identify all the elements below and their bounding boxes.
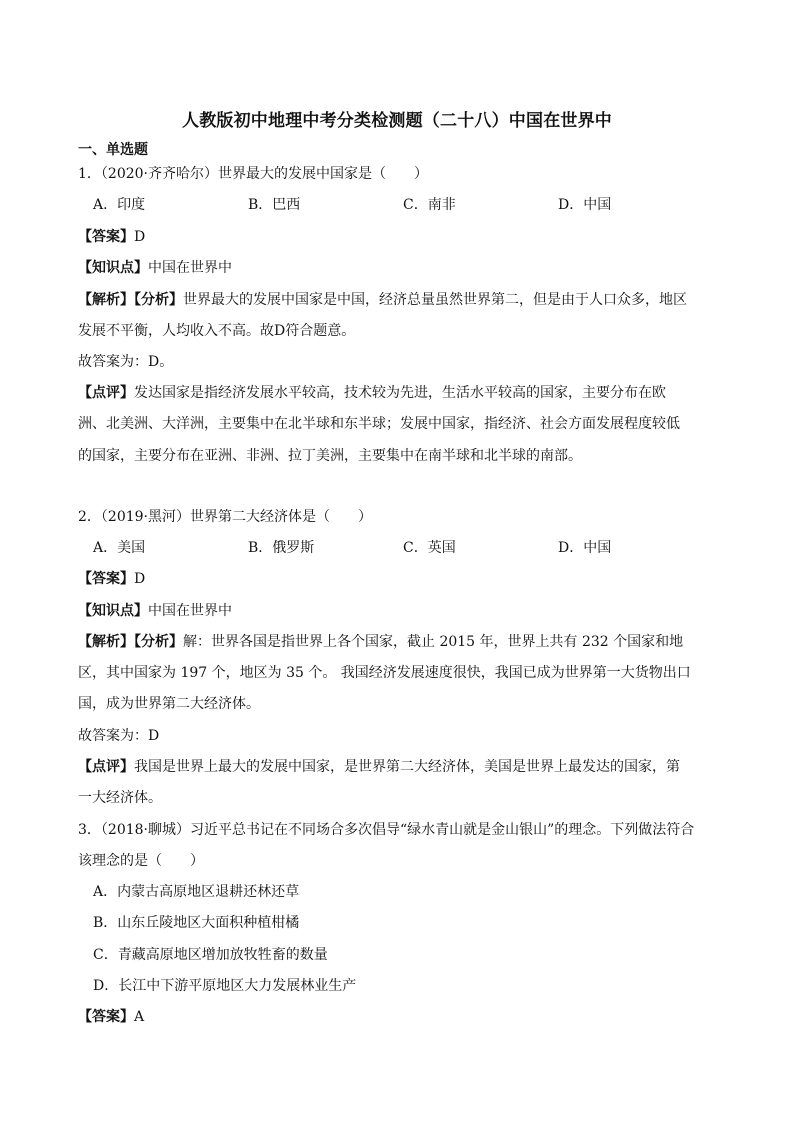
section-heading: 一、单选题: [78, 142, 148, 158]
q1-options: [0, 196, 794, 214]
q2-comment-line-1: [78, 758, 718, 776]
q1-analysis-line-1: [78, 291, 718, 309]
q2-final-answer: 故答案为：D: [78, 728, 160, 744]
q3-option-a: A．内蒙古高原地区退耕还林还草: [93, 884, 300, 900]
answer-value: D: [134, 229, 146, 245]
q3-answer: [78, 1008, 718, 1026]
q2-option-b: B．俄罗斯: [248, 540, 315, 556]
knowledge-value: 中国在世界中: [148, 603, 232, 619]
knowledge-value: 中国在世界中: [148, 260, 232, 276]
answer-value: D: [134, 571, 146, 587]
analysis-tag: 【解析】【分析】: [78, 292, 183, 308]
q2-analysis-line-1: [78, 633, 718, 651]
q1-answer: [78, 228, 718, 246]
comment-tag: 【点评】: [78, 759, 134, 775]
q1-knowledge: [78, 259, 718, 277]
comment-tag: 【点评】: [78, 385, 134, 401]
q1-option-b: B．巴西: [248, 197, 301, 213]
q2-knowledge: [78, 602, 718, 620]
q1-final-answer: 故答案为：D。: [78, 354, 174, 370]
q2-comment-line-2: 一大经济体。: [78, 790, 162, 806]
q3-option-c: C．青藏高原地区增加放牧牲畜的数量: [93, 947, 328, 963]
answer-tag: 【答案】: [78, 571, 134, 587]
q1-comment-line-1: [78, 384, 718, 402]
q2-option-d: D．中国: [558, 540, 612, 556]
q2-options: [0, 539, 794, 557]
q1-comment-line-3: 的国家，主要分布在亚洲、非洲、拉丁美洲，主要集中在南半球和北半球的南部。: [78, 448, 582, 464]
answer-tag: 【答案】: [78, 1009, 134, 1025]
document-title: 人教版初中地理中考分类检测题（二十八）中国在世界中: [182, 111, 612, 131]
q1-option-a: A．印度: [93, 197, 146, 213]
comment-text: 我国是世界上最大的发展中国家，是世界第二大经济体，美国是世界上最发达的国家，第: [134, 759, 680, 775]
q3-stem-line-2: 该理念的是（ ）: [78, 853, 204, 869]
q1-analysis-line-2: 发展不平衡，人均收入不高。故D符合题意。: [78, 323, 356, 339]
q2-stem: 2．（2019·黑河）世界第二大经济体是（ ）: [78, 509, 372, 525]
analysis-tag: 【解析】【分析】: [78, 634, 183, 650]
q2-analysis-line-3: 国，成为世界第二大经济体。: [78, 696, 260, 712]
knowledge-tag: 【知识点】: [78, 603, 148, 619]
q2-option-a: A．美国: [93, 540, 146, 556]
q1-comment-line-2: 洲、北美洲、大洋洲，主要集中在北半球和东半球；发展中国家，指经济、社会方面发展程度较低: [78, 416, 680, 432]
q2-analysis-line-2: 区，其中国家为 197 个，地区为 35 个。 我国经济发展速度很快，我国已成为世界第一大货物出口: [78, 665, 691, 681]
analysis-text: 解：世界各国是指世界上各个国家，截止 2015 年，世界上共有 232 个国家和地: [183, 634, 684, 650]
analysis-text: 世界最大的发展中国家是中国，经济总量虽然世界第二，但是由于人口众多，地区: [183, 292, 687, 308]
q2-answer: [78, 570, 718, 588]
comment-text: 发达国家是指经济发展水平较高，技术较为先进，生活水平较高的国家，主要分布在欧: [134, 385, 666, 401]
knowledge-tag: 【知识点】: [78, 260, 148, 276]
q3-stem-line-1: 3．（2018·聊城）习近平总书记在不同场合多次倡导“绿水青山就是金山银山”的理念。下列做法符合: [78, 822, 695, 838]
q2-option-c: C．英国: [403, 540, 456, 556]
q1-option-c: C．南非: [403, 197, 456, 213]
q3-option-d: D．长江中下游平原地区大力发展林业生产: [93, 978, 357, 994]
q1-option-d: D．中国: [558, 197, 612, 213]
q3-option-b: B．山东丘陵地区大面积种植柑橘: [93, 915, 300, 931]
answer-tag: 【答案】: [78, 229, 134, 245]
q1-stem: 1．（2020·齐齐哈尔）世界最大的发展中国家是（ ）: [78, 166, 428, 182]
answer-value: A: [134, 1009, 145, 1025]
